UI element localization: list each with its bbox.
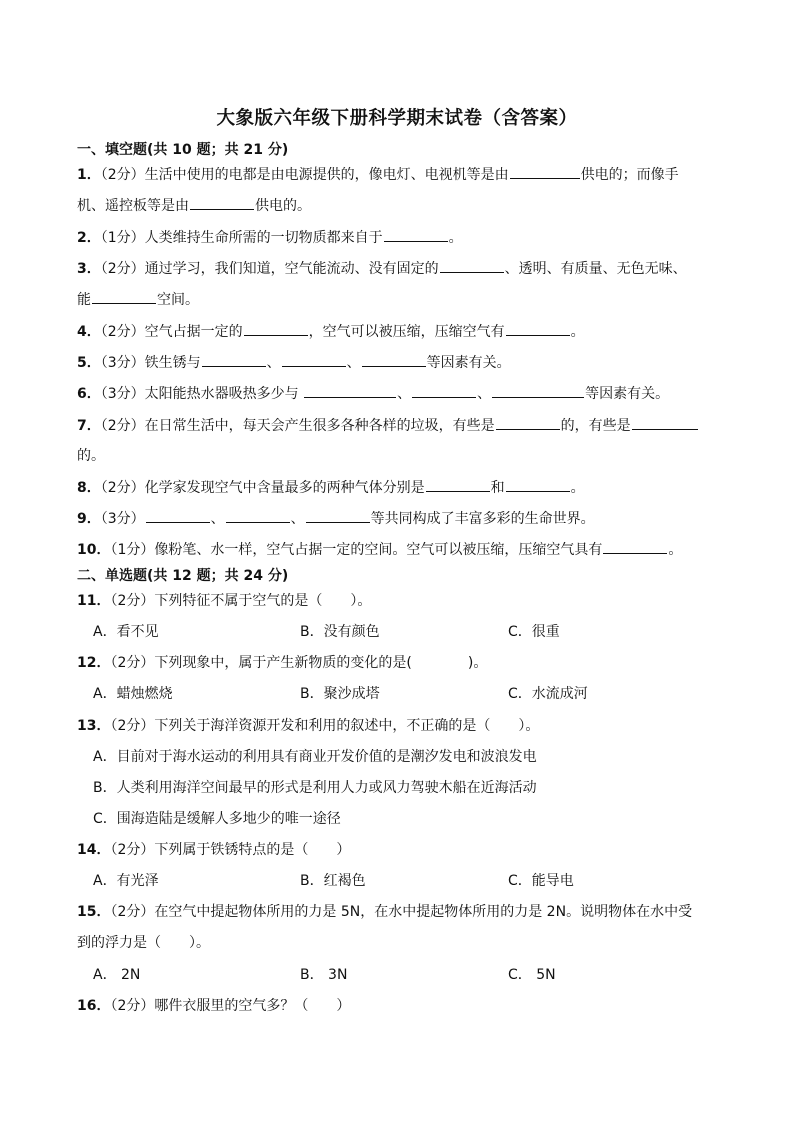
question-text: 下列关于海洋资源开发和利用的叙述中，不正确的是（ ）。 (154, 718, 540, 734)
question-1-cont (77, 195, 311, 216)
answer-blank[interactable] (304, 383, 396, 398)
question-number: 6． (77, 386, 101, 402)
answer-blank[interactable] (384, 227, 448, 242)
question-7 (77, 415, 699, 436)
answer-blank[interactable] (426, 477, 490, 492)
answer-blank[interactable] (440, 258, 504, 273)
question-text: 的。 (77, 448, 105, 464)
question-7-cont (77, 446, 105, 466)
answer-blank[interactable] (226, 508, 290, 523)
separator: 、 (397, 386, 412, 402)
question-score: （1分） (100, 230, 145, 246)
question-score: （2分） (100, 324, 145, 340)
question-text: 生活中使用的电都是由电源提供的，像电灯、电视机等是由 (144, 167, 509, 183)
answer-blank[interactable] (492, 383, 584, 398)
question-4 (77, 321, 585, 342)
answer-blank[interactable] (190, 195, 254, 210)
question-number: 7． (77, 418, 101, 434)
option-a[interactable]: A．目前对于海水运动的利用具有商业开发价值的是潮汐发电和波浪发电 (93, 749, 537, 765)
question-number: 16． (77, 998, 111, 1014)
question-score: （3分） (100, 386, 145, 402)
question-score: （2分） (100, 167, 145, 183)
question-score: （2分） (110, 904, 155, 920)
answer-blank[interactable] (603, 539, 667, 554)
question-13 (77, 716, 539, 736)
answer-blank[interactable] (92, 289, 156, 304)
question-number: 3． (77, 261, 101, 277)
answer-blank[interactable] (244, 321, 308, 336)
question-score: （2分） (110, 593, 155, 609)
question-11 (77, 591, 371, 611)
answer-blank[interactable] (632, 415, 698, 430)
question-5 (77, 352, 511, 373)
question-text: 机、遥控板等是由 (77, 198, 189, 214)
option-a[interactable]: A．看不见 (93, 624, 159, 640)
question-text: 。 (448, 230, 463, 246)
question-number: 12． (77, 655, 111, 671)
question-score: （2分） (100, 418, 145, 434)
question-3 (77, 258, 687, 279)
question-12 (77, 653, 487, 673)
option-a[interactable]: A．有光泽 (93, 873, 159, 889)
question-15-cont (77, 933, 210, 953)
separator: 、 (210, 511, 225, 527)
question-text: 在空气中提起物体所用的力是 5N，在水中提起物体所用的力是 2N。说明物体在水中受 (154, 904, 693, 920)
option-b[interactable]: B．人类利用海洋空间最早的形式是利用人力或风力驾驶木船在近海活动 (93, 780, 537, 796)
question-text: ，空气可以被压缩，压缩空气有 (308, 324, 505, 340)
separator: 、 (266, 355, 281, 371)
question-number: 15． (77, 904, 111, 920)
question-score: （1分） (110, 542, 155, 558)
page-title: 大象版六年级下册科学期末试卷（含答案） (216, 108, 578, 129)
question-number: 4． (77, 324, 101, 340)
option-a[interactable]: A． 2N (93, 967, 141, 983)
separator: 、 (346, 355, 361, 371)
question-text: 和 (490, 480, 505, 496)
question-number: 11． (77, 593, 111, 609)
question-number: 2． (77, 230, 101, 246)
separator: 、 (290, 511, 305, 527)
question-text: 等因素有关。 (426, 355, 511, 371)
question-text: 铁生锈与 (144, 355, 201, 371)
question-1 (77, 164, 679, 185)
question-text: 哪件衣服里的空气多？（ ） (154, 998, 351, 1014)
answer-blank[interactable] (412, 383, 476, 398)
answer-blank[interactable] (282, 352, 346, 367)
question-text: 的，有些是 (560, 418, 631, 434)
question-14 (77, 840, 350, 860)
option-b[interactable]: B．聚沙成塔 (300, 686, 380, 702)
answer-blank[interactable] (146, 508, 210, 523)
question-text: 在日常生活中，每天会产生很多各种各样的垃圾，有些是 (144, 418, 495, 434)
question-text: 、透明、有质量、无色无味、 (504, 261, 687, 277)
option-b[interactable]: B．红褐色 (300, 873, 366, 889)
question-text: 空气占据一定的 (144, 324, 243, 340)
question-score: （3分） (100, 355, 145, 371)
section-heading-single-choice: 二、单选题(共 12 题；共 24 分) (77, 568, 289, 584)
option-c[interactable]: C．水流成河 (508, 686, 588, 702)
option-c[interactable]: C．围海造陆是缓解人多地少的唯一途径 (93, 811, 341, 827)
answer-blank[interactable] (306, 508, 370, 523)
question-number: 9． (77, 511, 101, 527)
option-a[interactable]: A．蜡烛燃烧 (93, 686, 173, 702)
question-score: （2分） (100, 261, 145, 277)
question-number: 13． (77, 718, 111, 734)
question-number: 10． (77, 542, 111, 558)
option-b[interactable]: B． 3N (300, 967, 348, 983)
question-number: 14． (77, 842, 111, 858)
question-text: 能 (77, 292, 91, 308)
question-text: 到的浮力是（ ）。 (77, 935, 210, 951)
question-9 (77, 508, 595, 529)
question-score: （2分） (100, 480, 145, 496)
question-number: 8． (77, 480, 101, 496)
question-text: 等因素有关。 (585, 386, 670, 402)
question-16 (77, 996, 350, 1016)
separator: 、 (477, 386, 492, 402)
question-text: 通过学习，我们知道，空气能流动、没有固定的 (144, 261, 439, 277)
question-score: （2分） (110, 718, 155, 734)
question-number: 5． (77, 355, 101, 371)
question-score: （3分） (100, 511, 145, 527)
answer-blank[interactable] (506, 321, 570, 336)
option-c[interactable]: C．能导电 (508, 873, 574, 889)
question-3-cont (77, 289, 199, 310)
question-score: （2分） (110, 842, 155, 858)
question-6 (77, 383, 669, 404)
answer-blank[interactable] (496, 415, 560, 430)
question-number: 1． (77, 167, 101, 183)
question-text: 。 (668, 542, 683, 558)
question-text: 下列特征不属于空气的是（ ）。 (154, 593, 372, 609)
question-text: 化学家发现空气中含量最多的两种气体分别是 (144, 480, 425, 496)
question-15 (77, 902, 692, 922)
answer-blank[interactable] (202, 352, 266, 367)
question-text: 空间。 (157, 292, 199, 308)
question-text: 太阳能热水器吸热多少与 (144, 386, 304, 402)
question-text: 人类维持生命所需的一切物质都来自于 (144, 230, 383, 246)
question-text: 。 (570, 480, 585, 496)
question-text: 等共同构成了丰富多彩的生命世界。 (370, 511, 595, 527)
question-2 (77, 227, 463, 248)
question-text: 。 (570, 324, 585, 340)
question-10 (77, 539, 682, 560)
question-text: 供电的；而像手 (580, 167, 679, 183)
question-text: 像粉笔、水一样，空气占据一定的空间。空气可以被压缩，压缩空气具有 (154, 542, 603, 558)
question-text: 下列现象中，属于产生新物质的变化的是( )。 (154, 655, 488, 671)
answer-blank[interactable] (362, 352, 426, 367)
question-8 (77, 477, 585, 498)
question-score: （2分） (110, 998, 155, 1014)
answer-blank[interactable] (510, 164, 580, 179)
option-c[interactable]: C．很重 (508, 624, 560, 640)
question-score: （2分） (110, 655, 155, 671)
question-text: 供电的。 (255, 198, 311, 214)
section-heading-fill-blank: 一、填空题(共 10 题；共 21 分) (77, 142, 289, 158)
option-b[interactable]: B．没有颜色 (300, 624, 380, 640)
question-text: 下列属于铁锈特点的是（ ） (154, 842, 351, 858)
answer-blank[interactable] (506, 477, 570, 492)
option-c[interactable]: C． 5N (508, 967, 556, 983)
